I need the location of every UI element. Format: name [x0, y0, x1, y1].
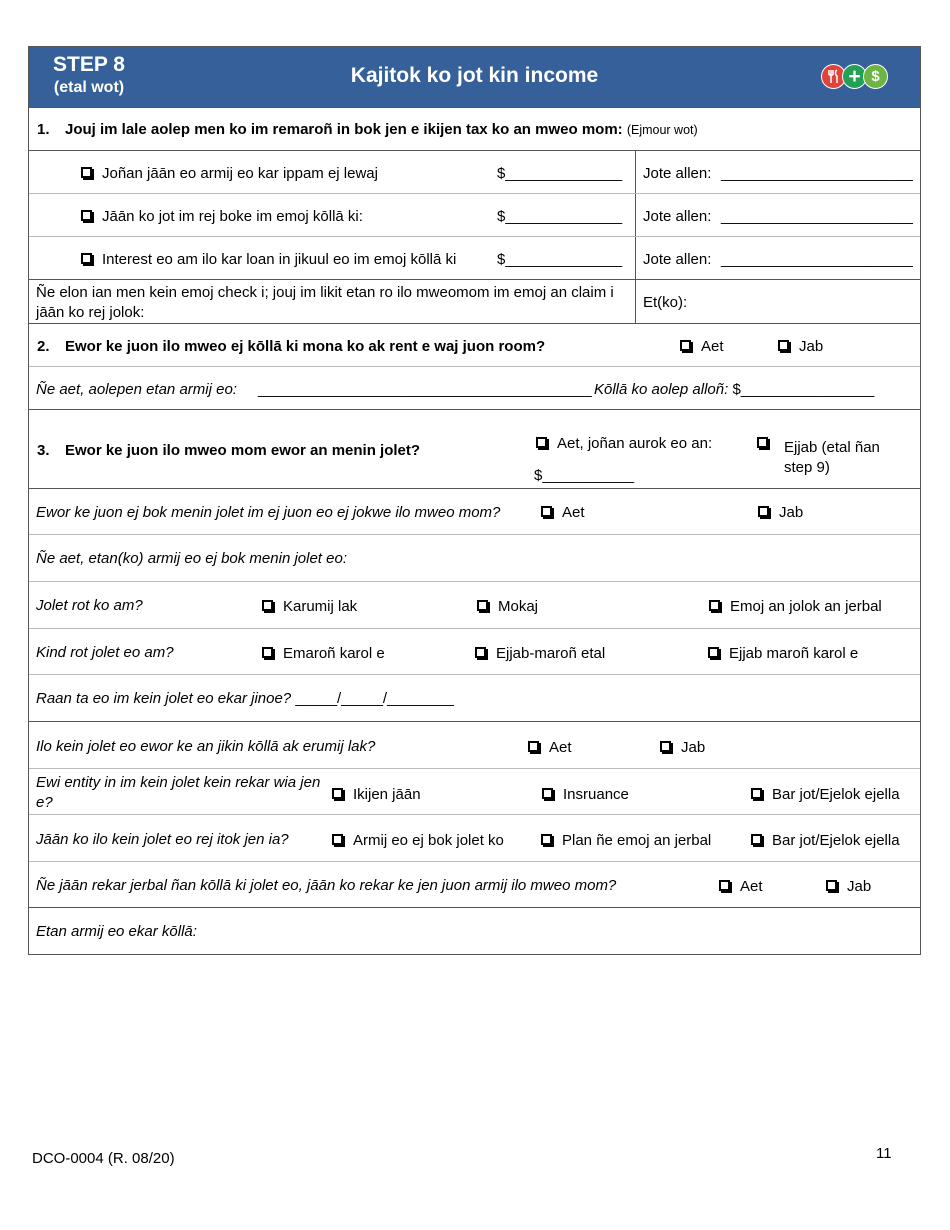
q2-yes[interactable]: [680, 338, 724, 355]
q2-text: Ewor ke juon ilo mweo ej kōllā ki mona ko ak rent e waj juon room?: [65, 338, 546, 355]
q2-pay[interactable]: [594, 381, 874, 398]
dollar-icon: $: [863, 64, 888, 89]
checkbox[interactable]: [660, 741, 671, 752]
q2-no-label: Jab: [799, 338, 824, 355]
checkbox[interactable]: [541, 506, 552, 517]
q3-type-row: [29, 582, 920, 629]
q1-item-2-label: Jāān ko jot im rej boke im emoj kōllā ki:: [102, 208, 363, 225]
checkbox[interactable]: [477, 600, 488, 611]
step8-form: [28, 46, 921, 955]
q3-date[interactable]: [36, 690, 454, 707]
q3-entity-row: [29, 769, 920, 815]
q1-item-row: [29, 237, 920, 280]
q3-date-row: [29, 675, 920, 722]
checkbox[interactable]: [826, 880, 837, 891]
q1-number: 1.: [37, 121, 50, 138]
q1-text: [65, 121, 698, 138]
header-icons: [821, 64, 888, 89]
q3-type-opt-1[interactable]: [262, 598, 357, 615]
q3-kind-opt-2-label: Ejjab-maroñ etal: [496, 645, 606, 662]
q3-entity-opt-3-label: Bar jot/Ejelok ejella: [772, 786, 900, 803]
q1-item-row: [29, 151, 920, 194]
step-number: STEP 8: [53, 53, 125, 76]
q1-heading-row: [29, 108, 920, 151]
page-number: 11: [876, 1145, 892, 1162]
q1-item-3-note-label: Jote allen:: [643, 251, 712, 268]
q3-pay-row: [29, 722, 920, 769]
q3-entity-opt-1-label: Ikijen jāān: [353, 786, 421, 803]
q3-pay-label: Ilo kein jolet eo ewor ke an jikin kōllā ak erumij lak?: [36, 738, 376, 755]
q1-item-2-amount[interactable]: $______________: [497, 208, 623, 225]
q3-text: Ewor ke juon ilo mweo mom ewor an menin jolet?: [65, 442, 421, 459]
q1-item-2[interactable]: [81, 208, 363, 225]
step-header: [29, 47, 920, 108]
q3-type-opt-3[interactable]: [709, 598, 882, 615]
checkbox[interactable]: [708, 647, 719, 658]
q3-source-label: Jāān ko ilo kein jolet eo rej itok jen ia?: [36, 831, 289, 848]
q1-claim-row: [29, 280, 920, 324]
q3-type-opt-2[interactable]: [477, 598, 538, 615]
q3-row: [29, 410, 920, 489]
checkbox[interactable]: [709, 600, 720, 611]
q2-detail-label: Ñe aet, aolepen etan armij eo:: [36, 381, 237, 398]
q1-item-3-note-line[interactable]: _______________________: [721, 251, 913, 268]
checkbox[interactable]: [719, 880, 730, 891]
checkbox[interactable]: [81, 210, 92, 221]
q3-entity-opt-2-label: Insruance: [563, 786, 629, 803]
step-sub: (etal wot): [53, 79, 125, 97]
q3-work-yes[interactable]: [719, 878, 763, 895]
q2-row: [29, 324, 920, 367]
q1-claim-text: Ñe elon ian men kein emoj check i; jouj im likit etan ro ilo mweomom im emoj an claim i jāān ko rej jolok:: [36, 284, 614, 321]
q3-no-box[interactable]: [757, 435, 778, 452]
q3-pay-no-label: Jab: [681, 739, 706, 756]
q3-yes-label: Aet, joñan aurok eo an:: [557, 435, 713, 452]
checkbox[interactable]: [751, 834, 762, 845]
q3-work-yes-label: Aet: [740, 878, 763, 895]
q1-item-2-note-label: Jote allen:: [643, 208, 712, 225]
q3-yes[interactable]: [536, 435, 712, 452]
q3-names-label: Ñe aet, etan(ko) armij eo ej bok menin jolet eo:: [36, 550, 347, 567]
q1-question: Jouj im lale aolep men ko im remaroñ in bok jen e ikijen tax ko an mweo mom:: [65, 121, 623, 138]
q3-type-opt-1-label: Karumij lak: [283, 598, 358, 615]
q2-detail-line[interactable]: ________________________________________: [258, 381, 592, 398]
q3-source-opt-3-label: Bar jot/Ejelok ejella: [772, 832, 900, 849]
q3-someone-yes-label: Aet: [562, 504, 585, 521]
q3-entity-label: Ewi entity in im kein jolet kein rekar wia jen e?: [36, 774, 321, 811]
q3-type-opt-2-label: Mokaj: [498, 598, 539, 615]
q3-source-row: [29, 815, 920, 862]
checkbox[interactable]: [475, 647, 486, 658]
section-title: Kajitok ko jot kin income: [350, 64, 599, 87]
q3-someone-no[interactable]: [758, 504, 803, 521]
q1-item-3[interactable]: [81, 251, 456, 268]
q3-source-opt-2-label: Plan ñe emoj an jerbal: [562, 832, 712, 849]
checkbox[interactable]: [528, 741, 539, 752]
q3-entity-opt-1[interactable]: [332, 786, 421, 803]
q3-someone-no-label: Jab: [779, 504, 804, 521]
checkbox[interactable]: [81, 167, 92, 178]
q3-work-no[interactable]: [826, 878, 871, 895]
q1-item-1-note-label: Jote allen:: [643, 165, 712, 182]
q3-pay-yes-label: Aet: [549, 739, 572, 756]
q1-item-3-amount[interactable]: $______________: [497, 251, 623, 268]
q1-item-1-label: Joñan jāān eo armij eo kar ippam ej lewaj: [102, 165, 378, 182]
q3-name-label[interactable]: Etan armij eo ekar kōllā:: [36, 923, 197, 940]
checkbox[interactable]: [332, 834, 343, 845]
checkbox[interactable]: [680, 340, 691, 351]
q3-kind-opt-3[interactable]: [708, 645, 858, 662]
checkbox[interactable]: [262, 600, 273, 611]
q3-kind-opt-3-label: Ejjab maroñ karol e: [729, 645, 859, 662]
q3-kind-label: Kind rot jolet eo am?: [36, 644, 174, 661]
q3-kind-opt-1[interactable]: [262, 645, 385, 662]
checkbox[interactable]: [778, 340, 789, 351]
q2-no[interactable]: [778, 338, 823, 355]
q3-source-opt-2[interactable]: [541, 832, 711, 849]
checkbox[interactable]: [542, 788, 553, 799]
q2-pay-line[interactable]: $________________: [732, 381, 875, 398]
plus-icon: +: [842, 64, 867, 89]
q3-names-row: [29, 535, 920, 582]
q3-yes-line[interactable]: $___________: [534, 467, 635, 484]
checkbox[interactable]: [757, 437, 768, 448]
checkbox[interactable]: [536, 437, 547, 448]
q3-kind-opt-1-label: Emaroñ karol e: [283, 645, 385, 662]
q3-work-label: Ñe jāān rekar jerbal ñan kōllā ki jolet eo, jāān ko rekar ke jen juon armij ilo mweo mom?: [36, 877, 617, 894]
q1-item-3-label: Interest eo am ilo kar loan in jikuul eo im emoj kōllā ki: [102, 251, 457, 268]
q2-pay-label: Kōllā ko aolep alloñ:: [594, 381, 729, 398]
q1-item-1-note-line[interactable]: _______________________: [721, 165, 913, 182]
q2-number: 2.: [37, 338, 50, 355]
q3-pay-no[interactable]: [660, 739, 705, 756]
q1-note: (Ejmour wot): [626, 123, 698, 137]
q3-type-opt-3-label: Emoj an jolok an jerbal: [730, 598, 882, 615]
q3-source-opt-1[interactable]: [332, 832, 504, 849]
q1-item-row: [29, 194, 920, 237]
q3-work-no-label: Jab: [847, 878, 872, 895]
checkbox[interactable]: [81, 253, 92, 264]
q3-date-label: Raan ta eo im kein jolet eo ekar jinoe?: [36, 690, 292, 707]
q3-date-line[interactable]: _____/_____/________: [295, 690, 454, 707]
q3-number: 3.: [37, 442, 50, 459]
q3-pay-yes[interactable]: [528, 739, 572, 756]
q3-type-label: Jolet rot ko am?: [36, 597, 143, 614]
q3-kind-row: [29, 629, 920, 675]
q3-kind-opt-2[interactable]: [475, 645, 605, 662]
q2-detail-row: [29, 367, 920, 410]
q1-claim-label[interactable]: Et(ko):: [643, 294, 688, 311]
q3-name-row: [29, 908, 920, 954]
form-code: DCO-0004 (R. 08/20): [32, 1150, 175, 1167]
q3-work-row: [29, 862, 920, 908]
q3-someone-yes[interactable]: [541, 504, 585, 521]
q3-source-opt-3[interactable]: [751, 832, 900, 849]
checkbox[interactable]: [751, 788, 762, 799]
q1-item-2-note-line[interactable]: _______________________: [721, 208, 913, 225]
checkbox[interactable]: [332, 788, 343, 799]
q1-item-1[interactable]: [81, 165, 378, 182]
q1-item-1-amount[interactable]: $______________: [497, 165, 623, 182]
q3-source-opt-1-label: Armij eo ej bok jolet ko: [353, 832, 504, 849]
q3-someone-row: [29, 489, 920, 535]
q2-yes-label: Aet: [701, 338, 724, 355]
q3-entity-opt-3[interactable]: [751, 786, 900, 803]
checkbox[interactable]: [541, 834, 552, 845]
q3-someone-label: Ewor ke juon ej bok menin jolet im ej juon eo ej jokwe ilo mweo mom?: [36, 504, 501, 521]
checkbox[interactable]: [262, 647, 273, 658]
q3-entity-opt-2[interactable]: [542, 786, 629, 803]
checkbox[interactable]: [758, 506, 769, 517]
q3-no-label: Ejjab (etal ñan step 9): [784, 439, 880, 476]
